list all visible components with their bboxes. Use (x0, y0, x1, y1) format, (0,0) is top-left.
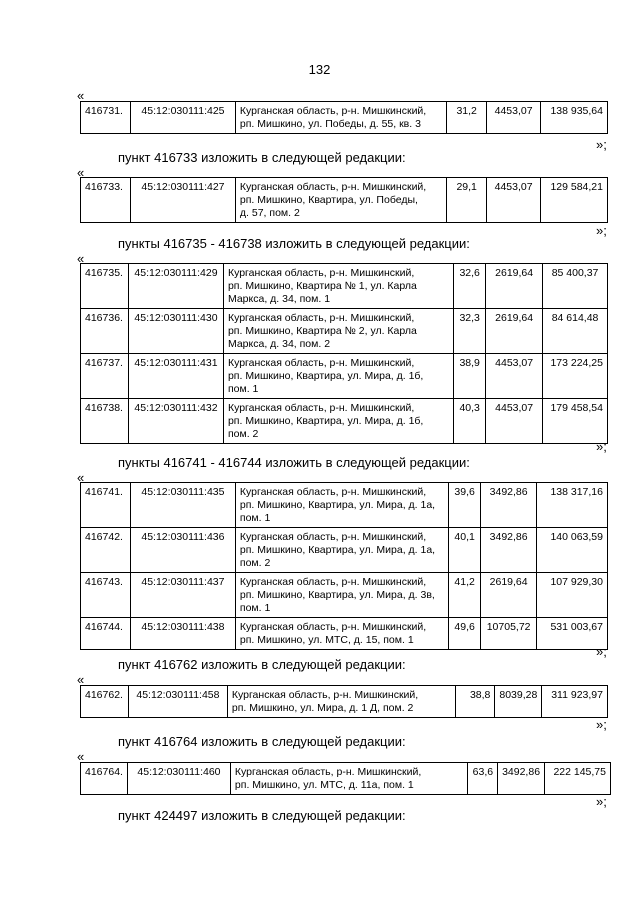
cell-area: 49,6 (449, 618, 481, 650)
table-block-0 (80, 101, 608, 134)
cell-cadastral: 45:12:030111:435 (130, 483, 235, 528)
cell-area: 63,6 (468, 763, 498, 795)
cell-number: 416762. (81, 686, 129, 718)
cell-value: 138 317,16 (537, 483, 608, 528)
table-row (81, 309, 608, 354)
cell-rate: 2619,64 (481, 573, 537, 618)
table-block-5 (80, 762, 611, 795)
cell-area: 39,6 (449, 483, 481, 528)
open-quote: « (77, 251, 85, 266)
cell-rate: 3492,86 (498, 763, 545, 795)
table-block-4 (80, 685, 608, 718)
cell-number: 416736. (81, 309, 129, 354)
cell-address: Курганская область, р-н. Мишкинский, рп. Мишкино, Квартира, ул. Мира, д. 1а, пом. 2 (235, 528, 448, 573)
cell-rate: 4453,07 (487, 102, 541, 134)
table-block-3 (80, 482, 608, 650)
cell-value: 140 063,59 (537, 528, 608, 573)
cell-area: 40,3 (454, 399, 486, 444)
cell-address: Курганская область, р-н. Мишкинский, рп. Мишкино, ул. Мира, д. 1 Д, пом. 2 (227, 686, 455, 718)
paragraph-heading: пункт 416762 изложить в следующей редакции: (118, 657, 406, 672)
cell-address: Курганская область, р-н. Мишкинский, рп. Мишкино, Квартира, ул. Мира, д. 3в, пом. 1 (235, 573, 448, 618)
cell-rate: 10705,72 (481, 618, 537, 650)
cell-rate: 3492,86 (481, 483, 537, 528)
cell-address: Курганская область, р-н. Мишкинский, рп. Мишкино, Квартира № 1, ул. Карла Маркса, д. 34, пом. 1 (223, 264, 453, 309)
cell-number: 416743. (81, 573, 131, 618)
paragraph-heading: пункт 416764 изложить в следующей редакции: (118, 734, 406, 749)
cell-address: Курганская область, р-н. Мишкинский, рп. Мишкино, ул. Победы, д. 55, кв. 3 (235, 102, 446, 134)
cell-rate: 2619,64 (486, 309, 543, 354)
cell-number: 416738. (81, 399, 129, 444)
page-number: 132 (308, 62, 331, 77)
paragraph-heading: пункты 416735 - 416738 изложить в следующей редакции: (118, 236, 470, 251)
cell-area: 41,2 (449, 573, 481, 618)
close-quote: »; (596, 644, 607, 659)
table-row (81, 573, 608, 618)
table-row (81, 763, 611, 795)
paragraph-heading: пункты 416741 - 416744 изложить в следующей редакции: (118, 455, 470, 470)
cell-cadastral: 45:12:030111:425 (130, 102, 235, 134)
cell-cadastral: 45:12:030111:429 (128, 264, 223, 309)
cell-value: 129 584,21 (541, 178, 608, 223)
cell-address: Курганская область, р-н. Мишкинский, рп. Мишкино, ул. МТС, д. 15, пом. 1 (235, 618, 448, 650)
cell-rate: 4453,07 (486, 399, 543, 444)
cell-address: Курганская область, р-н. Мишкинский, рп. Мишкино, ул. МТС, д. 11а, пом. 1 (230, 763, 467, 795)
cell-cadastral: 45:12:030111:427 (130, 178, 235, 223)
cell-cadastral: 45:12:030111:431 (128, 354, 223, 399)
open-quote: « (77, 749, 85, 764)
table-block-1 (80, 177, 608, 223)
cell-area: 32,6 (454, 264, 486, 309)
cell-value: 138 935,64 (541, 102, 608, 134)
table-row (81, 618, 608, 650)
cell-value: 222 145,75 (545, 763, 611, 795)
cell-area: 32,3 (454, 309, 486, 354)
cell-address: Курганская область, р-н. Мишкинский, рп. Мишкино, Квартира № 2, ул. Карла Маркса, д. 34, пом. 2 (223, 309, 453, 354)
cell-number: 416731. (81, 102, 131, 134)
cell-number: 416742. (81, 528, 131, 573)
cell-value: 173 224,25 (543, 354, 608, 399)
close-quote: »; (596, 223, 607, 238)
table-row (81, 102, 608, 134)
paragraph-heading: пункт 416733 изложить в следующей редакции: (118, 150, 406, 165)
close-quote: »; (596, 137, 607, 152)
table-row (81, 399, 608, 444)
cell-rate: 8039,28 (495, 686, 542, 718)
open-quote: « (77, 88, 85, 103)
cell-area: 29,1 (447, 178, 487, 223)
close-quote: »; (596, 439, 607, 454)
cell-cadastral: 45:12:030111:438 (130, 618, 235, 650)
cell-cadastral: 45:12:030111:460 (127, 763, 230, 795)
cell-value: 311 923,97 (542, 686, 608, 718)
table-row (81, 178, 608, 223)
cell-value: 107 929,30 (537, 573, 608, 618)
cell-rate: 4453,07 (487, 178, 541, 223)
cell-rate: 4453,07 (486, 354, 543, 399)
cell-number: 416744. (81, 618, 131, 650)
cell-area: 38,9 (454, 354, 486, 399)
table-row (81, 483, 608, 528)
cell-number: 416733. (81, 178, 131, 223)
cell-value: 179 458,54 (543, 399, 608, 444)
cell-address: Курганская область, р-н. Мишкинский, рп. Мишкино, Квартира, ул. Мира, д. 1а, пом. 1 (235, 483, 448, 528)
cell-address: Курганская область, р-н. Мишкинский, рп. Мишкино, Квартира, ул. Мира, д. 1б, пом. 1 (223, 354, 453, 399)
cell-value: 84 614,48 (543, 309, 608, 354)
cell-cadastral: 45:12:030111:458 (128, 686, 227, 718)
cell-cadastral: 45:12:030111:437 (130, 573, 235, 618)
cell-area: 40,1 (449, 528, 481, 573)
cell-cadastral: 45:12:030111:432 (128, 399, 223, 444)
table-block-2 (80, 263, 608, 444)
cell-number: 416764. (81, 763, 128, 795)
cell-address: Курганская область, р-н. Мишкинский, рп. Мишкино, Квартира, ул. Мира, д. 1б, пом. 2 (223, 399, 453, 444)
table-row (81, 686, 608, 718)
table-row (81, 528, 608, 573)
open-quote: « (77, 165, 85, 180)
table-row (81, 354, 608, 399)
cell-area: 31,2 (447, 102, 487, 134)
cell-cadastral: 45:12:030111:436 (130, 528, 235, 573)
cell-address: Курганская область, р-н. Мишкинский, рп. Мишкино, Квартира, ул. Победы, д. 57, пом. 2 (235, 178, 446, 223)
close-quote: »; (596, 794, 607, 809)
table-row (81, 264, 608, 309)
close-quote: »; (596, 717, 607, 732)
cell-area: 38,8 (455, 686, 495, 718)
cell-number: 416735. (81, 264, 129, 309)
open-quote: « (77, 470, 85, 485)
cell-number: 416741. (81, 483, 131, 528)
paragraph-heading: пункт 424497 изложить в следующей редакции: (118, 808, 406, 823)
cell-cadastral: 45:12:030111:430 (128, 309, 223, 354)
open-quote: « (77, 672, 85, 687)
cell-value: 531 003,67 (537, 618, 608, 650)
cell-number: 416737. (81, 354, 129, 399)
cell-rate: 2619,64 (486, 264, 543, 309)
cell-rate: 3492,86 (481, 528, 537, 573)
cell-value: 85 400,37 (543, 264, 608, 309)
